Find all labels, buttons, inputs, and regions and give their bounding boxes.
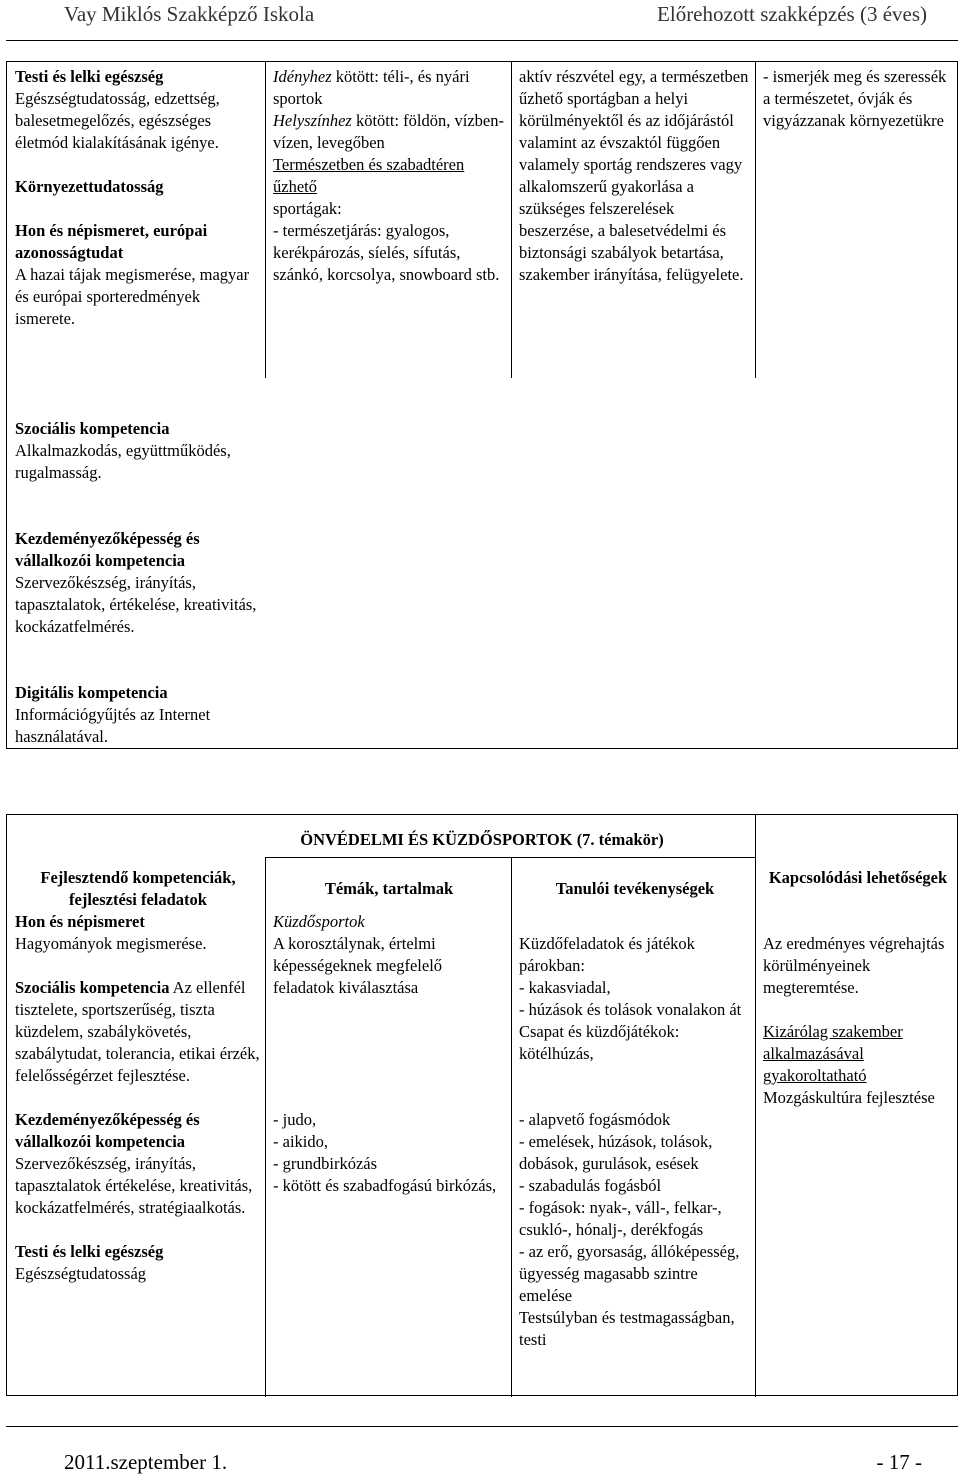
text-line [15, 1153, 261, 1219]
spacer [763, 999, 953, 1021]
text-line [15, 264, 261, 330]
text-line [15, 220, 261, 264]
martial-arts-text: - judo, - aikido, - grundbirkózás - kötött és szabadfogású birkózás, [273, 1110, 497, 1195]
text-line [273, 154, 505, 198]
column-divider [265, 62, 266, 378]
competency-table-1 [6, 61, 958, 749]
section-body: Alkalmazkodás, együttműködés, rugalmasság. [15, 441, 231, 482]
text-line [15, 1241, 261, 1263]
section-title: Digitális kompetencia [15, 683, 168, 702]
table1-activities-cell [519, 66, 751, 286]
competency-table-2 [6, 814, 958, 1396]
header-topics: Témák, tartalmak [324, 879, 454, 898]
text-line [15, 66, 261, 88]
text-run: Az ellenfél tisztelete, sportszerűség, tiszta küzdelem, szabálykövetés, szabálytudat, tolerancia, etikai érzék, felelősségérzet fejlesztése. [15, 978, 260, 1085]
header-connections: Kapcsolódási lehetőségek [768, 868, 948, 887]
text-line [15, 1263, 261, 1285]
text-line [15, 176, 261, 198]
text-run: Küzdősportok [273, 912, 365, 931]
column-divider [755, 62, 756, 378]
spacer [15, 1087, 261, 1109]
header-activities: Tanulói tevékenységek [555, 879, 715, 898]
connections-text: - ismerjék meg és szeressék a természetet, óvják és vigyázzanak környezetükre [763, 67, 947, 130]
text-run: kötött: téli-, és nyári sportok [273, 67, 470, 108]
section-title: Kezdeményezőképesség és vállalkozói kompetencia [15, 529, 200, 570]
text-line [763, 933, 953, 999]
text-run: kötött: földön, vízben-vízen, levegőben [273, 111, 504, 152]
text-run: Egészségtudatosság, edzettség, balesetmegelőzés, egészséges életmód kialakításának igénye. [15, 89, 220, 152]
footer-date: 2011.szeptember 1. [64, 1450, 228, 1474]
text-run: Szervezőkészség, irányítás, tapasztalatok értékelése, kreativitás, kockázatfelmérés, stratégiaalkotás. [15, 1154, 253, 1217]
section-body: Szervezőkészség, irányítás, tapasztalatok, értékelése, kreativitás, kockázatfelmérés. [15, 573, 257, 636]
section-title: Szociális kompetencia [15, 419, 170, 438]
text-run: A korosztálynak, értelmi képességeknek megfelelő feladatok kiválasztása [273, 934, 443, 997]
text-line [763, 1087, 953, 1109]
text-run: Az eredményes végrehajtás körülményeinek megteremtése. [763, 934, 945, 997]
column-divider [511, 857, 512, 1397]
table2-activities-top [519, 933, 751, 1065]
section-digital-competence [15, 682, 261, 748]
text-run: Kezdeményezőképesség és vállalkozói kompetencia [15, 1110, 200, 1151]
table1-connections-cell [763, 66, 953, 132]
column-divider [755, 815, 756, 1397]
section-body: Információgyűjtés az Internet használatával. [15, 705, 211, 746]
text-run: Hon és népismeret [15, 912, 145, 931]
text-run: Szociális kompetencia [15, 978, 170, 997]
table1-topics-cell [273, 66, 505, 286]
text-line [273, 911, 505, 933]
text-line [15, 911, 261, 933]
text-run: Kizárólag szakember alkalmazásával gyakoroltatható [763, 1022, 903, 1085]
text-line [273, 220, 505, 286]
text-run: Testi és lelki egészség [15, 67, 164, 86]
table1-competencies-cell [15, 66, 261, 330]
text-line [15, 1109, 261, 1153]
activities-top-text: Küzdőfeladatok és játékok párokban: - kakasviadal, - húzások és tolások vonalakon át Csapat és küzdőjátékok: kötélhúzás, [519, 934, 742, 1063]
text-line [763, 1021, 953, 1087]
header-rule [6, 40, 958, 41]
text-line [273, 198, 505, 220]
section-entrepreneurship [15, 528, 261, 638]
column-divider [265, 857, 266, 1397]
text-run: Mozgáskultúra fejlesztése [763, 1088, 935, 1107]
spacer [15, 154, 261, 176]
text-run: Környezettudatosság [15, 177, 164, 196]
spacer [15, 955, 261, 977]
text-line [15, 88, 261, 154]
table2-topics-cell [273, 911, 505, 999]
text-run: Egészségtudatosság [15, 1264, 147, 1283]
text-run: A hazai tájak megismerése, magyar és európai sporteredmények ismerete. [15, 265, 250, 328]
footer-page-number: - 17 - [876, 1450, 922, 1474]
text-line [15, 933, 261, 955]
text-run: Hon és népismeret, európai azonosságtudat [15, 221, 208, 262]
table2-martial-arts-list [273, 1109, 505, 1197]
text-line [15, 977, 261, 1087]
text-line [273, 66, 505, 110]
text-run: - természetjárás: gyalogos, kerékpározás, síelés, sífutás, szánkó, korcsolya, snowboard stb. [273, 221, 500, 284]
table2-title: ÖNVÉDELMI ÉS KÜZDŐSPORTOK (7. témakör) [300, 830, 664, 849]
header-program-name: Előrehozott szakképzés (3 éves) [657, 2, 927, 26]
text-run: Hagyományok megismerése. [15, 934, 207, 953]
spacer [15, 1219, 261, 1241]
text-line [273, 933, 505, 999]
text-line [273, 110, 505, 154]
spacer [15, 198, 261, 220]
text-run: sportágak: [273, 199, 342, 218]
text-run: Testi és lelki egészség [15, 1242, 164, 1261]
text-run: Helyszínhez [273, 111, 352, 130]
table2-activities-bottom [519, 1109, 751, 1351]
header-competencies: Fejlesztendő kompetenciák, fejlesztési feladatok [40, 868, 236, 909]
column-divider [511, 62, 512, 378]
table2-connections-cell [763, 933, 953, 1109]
title-rule [265, 857, 755, 858]
section-social-competence [15, 418, 261, 484]
activities-text: aktív részvétel egy, a természetben űzhető sportágban a helyi körülményektől és az időjárástól valamint az évszaktól függően valamely sportág rendszeres vagy alkalomszerű gyakorlása a szükséges felszerelések beszerzése, a balesetvédelmi és biztonsági szabályok betartása, szakember irányítása, felügyelete. [519, 67, 749, 284]
footer-rule [6, 1426, 958, 1427]
header-school-name: Vay Miklós Szakképző Iskola [64, 2, 315, 26]
activities-bottom-text: - alapvető fogásmódok - emelések, húzások, tolások, dobások, gurulások, esések - szabadulás fogásból - fogások: nyak-, váll-, felkar-, csukló-, hónalj-, derékfogás - az erő, gyorsaság, állóképesség, ügyesség magasabb szintre emelése Testsúlyban és testmagasságban, testi [519, 1110, 740, 1349]
text-run: Természetben és szabadtéren űzhető [273, 155, 465, 196]
table2-competencies-cell [15, 911, 261, 1285]
text-run: Idényhez [273, 67, 332, 86]
